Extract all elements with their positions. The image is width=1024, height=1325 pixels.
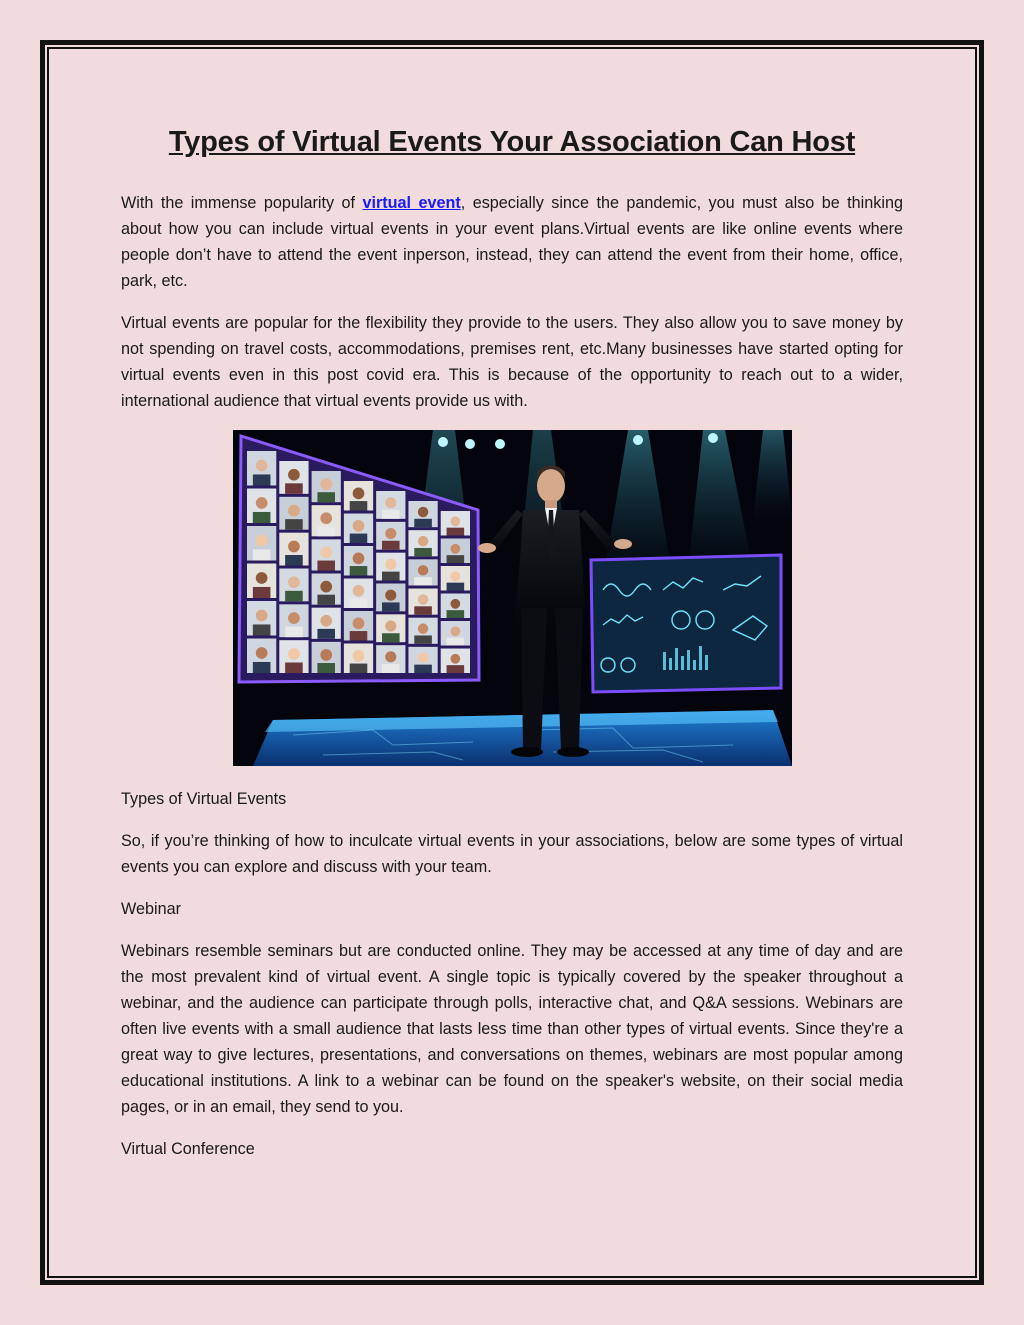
participant-body: [414, 519, 432, 527]
participant-face: [418, 565, 428, 575]
participant-face: [256, 460, 268, 472]
participant-face: [256, 572, 268, 584]
paragraph-webinar: Webinars resemble seminars but are conducted online. They may be accessed at any time of day and are the most prevalent kind of virtual event. A single topic is typically covered by the speaker throughout a webinar, and the audience can participate through polls, interactive chat, and Q&A sessions. Webinars are often live events with a small audience that lasts less time than other types of virtual events. Since they're a great way to give lectures, presentations, and conversations on themes, webinars are most popular among educational institutions. A link to a webinar can be found on the speaker's website, on their social media pages, or in an email, they send to you.: [121, 942, 903, 1116]
participant-body: [317, 526, 335, 536]
participant-face: [385, 651, 396, 662]
intro-text-end: , especially since the pandemic, you must also be thinking about how you can include virtual events in your event plans.Virtual events are like online events where people don’t have to attend the event inperson, instead, they can attend the event from their home, office, park, etc.: [121, 194, 903, 290]
participant-body: [382, 602, 400, 611]
participant-face: [418, 653, 428, 663]
participant-body: [414, 606, 432, 614]
participant-face: [320, 478, 332, 490]
participant-body: [447, 610, 465, 618]
participant-face: [320, 512, 332, 524]
participant-face: [450, 599, 460, 609]
participant-body: [253, 512, 271, 523]
participant-face: [450, 516, 460, 526]
participant-body: [382, 633, 400, 642]
paragraph-3: So, if you’re thinking of how to inculcate virtual events in your associations, below are some types of virtual events you can explore and discuss with your team.: [121, 832, 903, 876]
participant-body: [350, 534, 368, 543]
participant-body: [414, 635, 432, 643]
participant-body: [350, 566, 368, 575]
participant-face: [353, 520, 365, 532]
participant-face: [385, 528, 396, 539]
participant-face: [288, 648, 300, 660]
heading-virtual-conference: Virtual Conference: [121, 1140, 255, 1158]
participant-body: [447, 528, 465, 536]
participant-body: [350, 501, 368, 510]
participant-face: [418, 536, 428, 546]
participant-face: [320, 649, 332, 661]
participant-face: [450, 571, 460, 581]
participant-body: [447, 583, 465, 591]
participant-body: [350, 599, 368, 608]
intro-text-start: With the immense popularity of: [121, 194, 363, 212]
participant-face: [320, 615, 332, 627]
participant-body: [414, 665, 432, 673]
participant-face: [385, 620, 396, 631]
participant-body: [447, 638, 465, 646]
heading-types-of-virtual-events: Types of Virtual Events: [121, 790, 287, 808]
paragraph-2: Virtual events are popular for the flexibility they provide to the users. They also allow you to save money by not spending on travel costs, accommodations, premises rent, etc.Many businesses have started opting for virtual events even in this post covid era. This is because of the opportunity to reach out to a wider, international audience that virtual events provide us with.: [121, 314, 903, 410]
participant-body: [317, 629, 335, 639]
article: [121, 120, 903, 1178]
participant-face: [353, 618, 365, 630]
participant-body: [253, 474, 271, 485]
participant-body: [382, 572, 400, 581]
participant-face: [256, 497, 268, 509]
intro-paragraph: [121, 190, 903, 294]
participant-body: [285, 627, 303, 638]
participant-body: [285, 662, 303, 673]
participant-face: [256, 647, 268, 659]
participant-face: [353, 585, 365, 597]
participant-face: [320, 547, 332, 559]
participant-face: [320, 581, 332, 593]
participant-face: [450, 654, 460, 664]
participant-body: [350, 664, 368, 673]
participant-body: [317, 663, 335, 673]
virtual-event-illustration: [233, 430, 792, 766]
participant-body: [414, 577, 432, 585]
participant-body: [317, 561, 335, 571]
participant-body: [382, 510, 400, 519]
participant-face: [385, 590, 396, 601]
participant-body: [253, 587, 271, 598]
participant-face: [288, 541, 300, 553]
article-title: Types of Virtual Events Your Association Can Host: [168, 126, 856, 158]
participant-face: [450, 626, 460, 636]
participant-face: [256, 535, 268, 547]
participant-body: [285, 519, 303, 530]
participant-face: [450, 544, 460, 554]
participant-face: [353, 650, 365, 662]
participant-face: [418, 507, 428, 517]
participant-body: [285, 555, 303, 566]
participant-body: [447, 665, 465, 673]
participant-face: [353, 553, 365, 565]
participant-face: [418, 623, 428, 633]
participant-body: [350, 631, 368, 640]
participant-body: [414, 548, 432, 556]
virtual-event-image: [233, 430, 792, 766]
participant-body: [253, 624, 271, 635]
participant-body: [253, 662, 271, 673]
participant-face: [256, 610, 268, 622]
participant-face: [288, 612, 300, 624]
participant-face: [288, 576, 300, 588]
participant-body: [285, 591, 303, 602]
participant-face: [385, 559, 396, 570]
participant-face: [288, 469, 300, 481]
participant-body: [382, 664, 400, 673]
participant-body: [285, 483, 303, 494]
heading-webinar: Webinar: [121, 900, 181, 918]
participant-face: [385, 497, 396, 508]
virtual-event-link[interactable]: virtual event: [362, 194, 461, 212]
participant-face: [418, 594, 428, 604]
participant-body: [317, 492, 335, 502]
participant-body: [317, 595, 335, 605]
participant-body: [447, 555, 465, 563]
participant-face: [288, 505, 300, 517]
participant-body: [253, 549, 271, 560]
participant-face: [353, 488, 365, 500]
participant-body: [382, 541, 400, 550]
